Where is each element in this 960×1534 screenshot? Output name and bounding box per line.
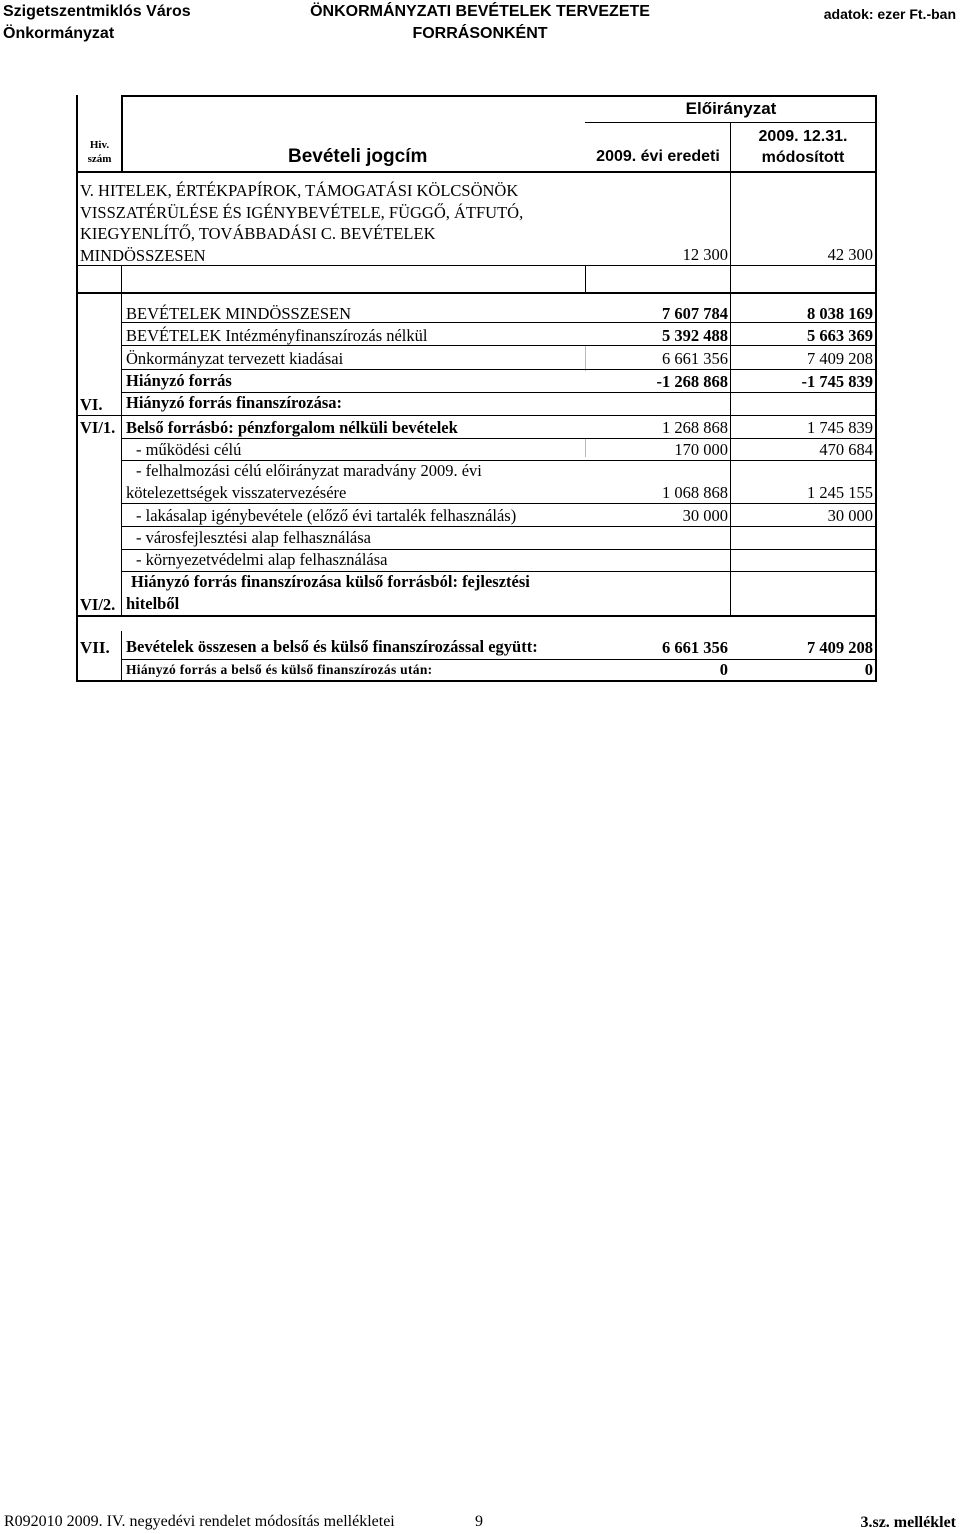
row-label-continued: hitelből [126,594,180,613]
row-label: BEVÉTELEK Intézményfinanszírozás nélkül [126,326,428,345]
row-label: - működési célú [136,440,242,459]
section-v-modositott: 42 300 [827,245,873,264]
row-modositott: 1 745 839 [807,418,873,437]
row-eredeti: 0 [719,660,728,679]
row-modositott: 0 [864,660,873,679]
row-label: - városfejlesztési alap felhasználása [136,528,372,547]
section-v-label: V. HITELEK, ÉRTÉKPAPÍROK, TÁMOGATÁSI KÖLCSÖNÖK VISSZATÉRÜLÉSE ÉS IGÉNYBEVÉTELE, FÜGGŐ, ÁTFUTÓ, KIEGYENLÍTŐ, TOVÁBBADÁSI C. BEVÉTELEK MINDÖSSZESEN [80,181,524,265]
page-title-line2: FORRÁSONKÉNT [412,25,548,42]
row-modositott: 8 038 169 [807,304,873,323]
row-label: - környezetvédelmi alap felhasználása [136,550,388,569]
row-eredeti: 7 607 784 [662,304,728,323]
row-label: Bevételek összesen a belső és külső finanszírozással együtt: [126,637,538,656]
row-eredeti: 30 000 [682,506,728,525]
row-label: Hiányzó forrás a belső és külső finanszírozás után: [126,662,433,677]
row-number: VII. [80,638,110,657]
row-label: Hiányzó forrás [126,371,232,390]
section-v-eredeti: 12 300 [682,245,728,264]
footer-page-number: 9 [475,1513,483,1530]
row-eredeti: 5 392 488 [662,326,728,345]
footer-document-id: R092010 2009. IV. negyedévi rendelet módosítás mellékletei [4,1513,395,1530]
col-header-eredeti: 2009. évi eredeti [596,148,720,165]
row-eredeti: 6 661 356 [662,638,728,657]
row-modositott: -1 745 839 [801,372,873,391]
row-eredeti: 6 661 356 [662,349,728,368]
row-number: VI/2. [80,595,116,614]
org-name-line1: Szigetszentmiklós Város [3,3,191,20]
row-modositott: 1 245 155 [807,483,873,502]
row-label: Belső forrásbó: pénzforgalom nélküli bevételek [126,418,458,437]
row-label: Hiányzó forrás finanszírozása külső forrásból: fejlesztési [131,572,530,591]
row-modositott: 5 663 369 [807,326,873,345]
row-modositott: 30 000 [827,506,873,525]
row-label: Hiányzó forrás finanszírozása: [126,393,343,412]
org-name-line2: Önkormányzat [3,25,115,42]
row-eredeti: 170 000 [674,440,728,459]
row-number: VI. [80,395,103,414]
row-label-continued: kötelezettségek visszatervezésére [126,483,347,502]
row-eredeti: -1 268 868 [656,372,728,391]
unit-label: adatok: ezer Ft.-ban [823,6,956,22]
row-label: Önkormányzat tervezett kiadásai [126,349,344,368]
row-eredeti: 1 068 868 [662,483,728,502]
row-eredeti: 1 268 868 [662,418,728,437]
row-label: BEVÉTELEK MINDÖSSZESEN [126,304,352,323]
col-header-hiv: Hiv. szám [87,139,112,165]
col-header-jogcim: Bevételi jogcím [288,146,428,167]
col-header-modositott: 2009. 12.31. módosított [758,128,848,166]
col-header-eloiranyzat: Előirányzat [685,99,777,118]
row-modositott: 7 409 208 [807,349,873,368]
row-modositott: 470 684 [819,440,873,459]
footer-attachment-label: 3.sz. melléklet [860,1514,956,1531]
page-title-line1: ÖNKORMÁNYZATI BEVÉTELEK TERVEZETE [310,3,650,20]
row-label: - felhalmozási célú előirányzat maradvány 2009. évi [136,461,482,480]
row-number: VI/1. [80,418,116,437]
row-label: - lakásalap igénybevétele (előző évi tartalék felhasználás) [136,506,517,525]
row-modositott: 7 409 208 [807,638,873,657]
